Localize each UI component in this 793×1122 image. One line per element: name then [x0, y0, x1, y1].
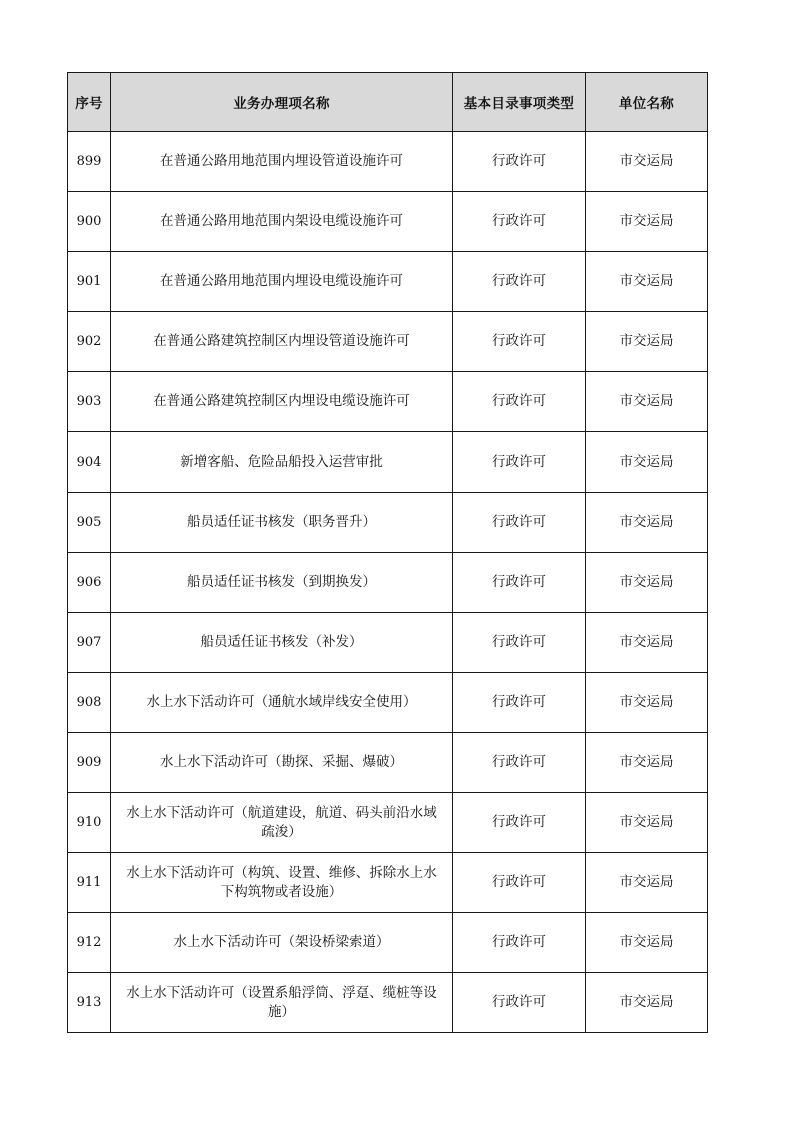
- cell-item-name: 水上水下活动许可（架设桥梁索道）: [111, 913, 453, 973]
- cell-serial-number: 909: [68, 732, 111, 792]
- table-row: [68, 192, 708, 252]
- cell-item-type: 行政许可: [453, 973, 586, 1033]
- cell-item-type: 行政许可: [453, 672, 586, 732]
- cell-unit-name: 市交运局: [586, 492, 708, 552]
- cell-item-type: 行政许可: [453, 732, 586, 792]
- cell-item-name: 船员适任证书核发（职务晋升）: [111, 492, 453, 552]
- header-unit-name: 单位名称: [586, 73, 708, 132]
- header-serial-number: 序号: [68, 73, 111, 132]
- table-row: [68, 853, 708, 913]
- cell-item-name: 水上水下活动许可（勘探、采掘、爆破）: [111, 732, 453, 792]
- cell-item-name: 水上水下活动许可（航道建设，航道、码头前沿水域疏浚）: [111, 793, 453, 853]
- cell-unit-name: 市交运局: [586, 612, 708, 672]
- cell-item-name: 在普通公路用地范围内埋设电缆设施许可: [111, 252, 453, 312]
- cell-serial-number: 902: [68, 312, 111, 372]
- cell-item-type: 行政许可: [453, 793, 586, 853]
- header-item-name: 业务办理项名称: [111, 73, 453, 132]
- header-item-type: 基本目录事项类型: [453, 73, 586, 132]
- cell-item-type: 行政许可: [453, 132, 586, 192]
- cell-serial-number: 908: [68, 672, 111, 732]
- cell-unit-name: 市交运局: [586, 913, 708, 973]
- table-row: [68, 973, 708, 1033]
- table-row: [68, 913, 708, 973]
- table-row: [68, 132, 708, 192]
- cell-serial-number: 912: [68, 913, 111, 973]
- cell-item-type: 行政许可: [453, 312, 586, 372]
- service-items-table: [67, 72, 708, 1033]
- cell-item-name: 在普通公路用地范围内架设电缆设施许可: [111, 192, 453, 252]
- table-row: [68, 672, 708, 732]
- table-row: [68, 492, 708, 552]
- cell-item-name: 在普通公路建筑控制区内埋设管道设施许可: [111, 312, 453, 372]
- cell-item-type: 行政许可: [453, 612, 586, 672]
- cell-item-type: 行政许可: [453, 192, 586, 252]
- cell-unit-name: 市交运局: [586, 192, 708, 252]
- cell-serial-number: 899: [68, 132, 111, 192]
- cell-unit-name: 市交运局: [586, 853, 708, 913]
- cell-serial-number: 904: [68, 432, 111, 492]
- cell-unit-name: 市交运局: [586, 732, 708, 792]
- cell-unit-name: 市交运局: [586, 252, 708, 312]
- cell-serial-number: 910: [68, 793, 111, 853]
- cell-unit-name: 市交运局: [586, 973, 708, 1033]
- cell-serial-number: 900: [68, 192, 111, 252]
- cell-unit-name: 市交运局: [586, 312, 708, 372]
- cell-item-name: 在普通公路建筑控制区内埋设电缆设施许可: [111, 372, 453, 432]
- table-row: [68, 612, 708, 672]
- cell-item-type: 行政许可: [453, 252, 586, 312]
- cell-serial-number: 901: [68, 252, 111, 312]
- cell-unit-name: 市交运局: [586, 432, 708, 492]
- cell-serial-number: 906: [68, 552, 111, 612]
- table-row: [68, 312, 708, 372]
- cell-serial-number: 907: [68, 612, 111, 672]
- table-row: [68, 552, 708, 612]
- table-row: [68, 432, 708, 492]
- cell-unit-name: 市交运局: [586, 552, 708, 612]
- table-row: [68, 793, 708, 853]
- table-row: [68, 372, 708, 432]
- cell-unit-name: 市交运局: [586, 793, 708, 853]
- cell-item-name: 水上水下活动许可（设置系船浮筒、浮趸、缆桩等设施）: [111, 973, 453, 1033]
- cell-unit-name: 市交运局: [586, 372, 708, 432]
- table-row: [68, 732, 708, 792]
- cell-item-name: 新增客船、危险品船投入运营审批: [111, 432, 453, 492]
- table-header: [68, 73, 708, 132]
- cell-item-type: 行政许可: [453, 853, 586, 913]
- cell-item-type: 行政许可: [453, 913, 586, 973]
- cell-item-type: 行政许可: [453, 432, 586, 492]
- header-row: [68, 73, 708, 132]
- table-body: [68, 132, 708, 1033]
- cell-serial-number: 911: [68, 853, 111, 913]
- cell-unit-name: 市交运局: [586, 132, 708, 192]
- cell-serial-number: 903: [68, 372, 111, 432]
- cell-serial-number: 905: [68, 492, 111, 552]
- cell-item-name: 船员适任证书核发（到期换发）: [111, 552, 453, 612]
- table-row: [68, 252, 708, 312]
- cell-item-name: 水上水下活动许可（构筑、设置、维修、拆除水上水下构筑物或者设施）: [111, 853, 453, 913]
- cell-serial-number: 913: [68, 973, 111, 1033]
- cell-item-name: 水上水下活动许可（通航水域岸线安全使用）: [111, 672, 453, 732]
- cell-item-type: 行政许可: [453, 372, 586, 432]
- cell-item-type: 行政许可: [453, 492, 586, 552]
- cell-item-name: 船员适任证书核发（补发）: [111, 612, 453, 672]
- cell-item-type: 行政许可: [453, 552, 586, 612]
- cell-item-name: 在普通公路用地范围内埋设管道设施许可: [111, 132, 453, 192]
- cell-unit-name: 市交运局: [586, 672, 708, 732]
